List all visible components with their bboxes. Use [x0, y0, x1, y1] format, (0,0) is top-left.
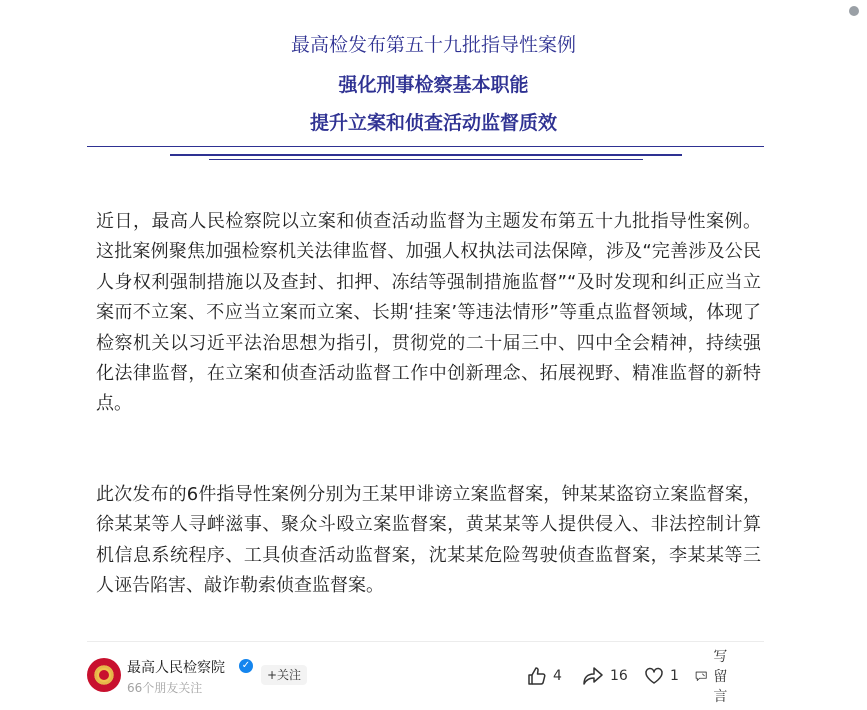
heart-button[interactable]: [644, 664, 679, 688]
account-name[interactable]: 最高人民检察院: [127, 660, 225, 676]
emblem-icon: [97, 668, 111, 682]
friends-following: 66个朋友关注: [127, 681, 203, 695]
article-paragraph-2: 此次发布的6件指导性案例分别为王某甲诽谤立案监督案，钟某某盗窃立案监督案，徐某某等人寻衅滋事、聚众斗殴立案监督案，黄某某等人提供侵入、非法控制计算机信息系统程序、工具侦查活动监督案，沈某某危险驾驶侦查监督案，李某某等三人诬告陷害、敲诈勒索侦查监督案。: [96, 484, 761, 597]
article-header: [0, 32, 867, 136]
window-dot-icon: [849, 6, 859, 16]
share-count: 16: [610, 668, 628, 684]
title-line-2: 提升立案和侦查活动监督质效: [309, 112, 557, 134]
avatar[interactable]: [87, 658, 121, 692]
share-arrow-icon: [582, 666, 604, 686]
thumbs-up-icon: [527, 666, 547, 686]
pre-title: 最高检发布第五十九批指导性案例: [290, 34, 576, 56]
title-line-1: 强化刑事检察基本职能: [338, 74, 529, 96]
header-rule-middle: [170, 154, 682, 156]
heart-icon: [644, 666, 664, 686]
share-button[interactable]: [582, 664, 628, 688]
article-paragraph-1: 近日，最高人民检察院以立案和侦查活动监督为主题发布第五十九批指导性案例。这批案例聚焦加强检察机关法律监督、加强人权执法司法保障，涉及“完善涉及公民人身权利强制措施以及查封、扣押、冻结等强制措施监督”“及时发现和纠正应当立案而不立案、不应当立案而立案、长期‘挂案’等违法情形”等重点监督领域，体现了检察机关以习近平法治思想为指引，贯彻党的二十届三中、四中全会精神，持续强化法律监督，在立案和侦查活动监督工作中创新理念、拓展视野、精准监督的新特点。: [96, 211, 761, 415]
like-button[interactable]: [527, 664, 562, 688]
verified-icon: ✓: [239, 659, 253, 673]
account-footer: [87, 649, 767, 705]
like-count: 4: [553, 668, 562, 684]
comment-icon: [695, 666, 707, 686]
footer-divider: [87, 641, 764, 642]
comment-button[interactable]: [695, 649, 737, 705]
heart-count: 1: [670, 668, 679, 684]
header-rule-bottom: [209, 159, 643, 160]
comment-label: 写留言: [713, 649, 728, 705]
follow-button[interactable]: +关注: [261, 665, 307, 685]
header-rule-top: [87, 146, 764, 147]
